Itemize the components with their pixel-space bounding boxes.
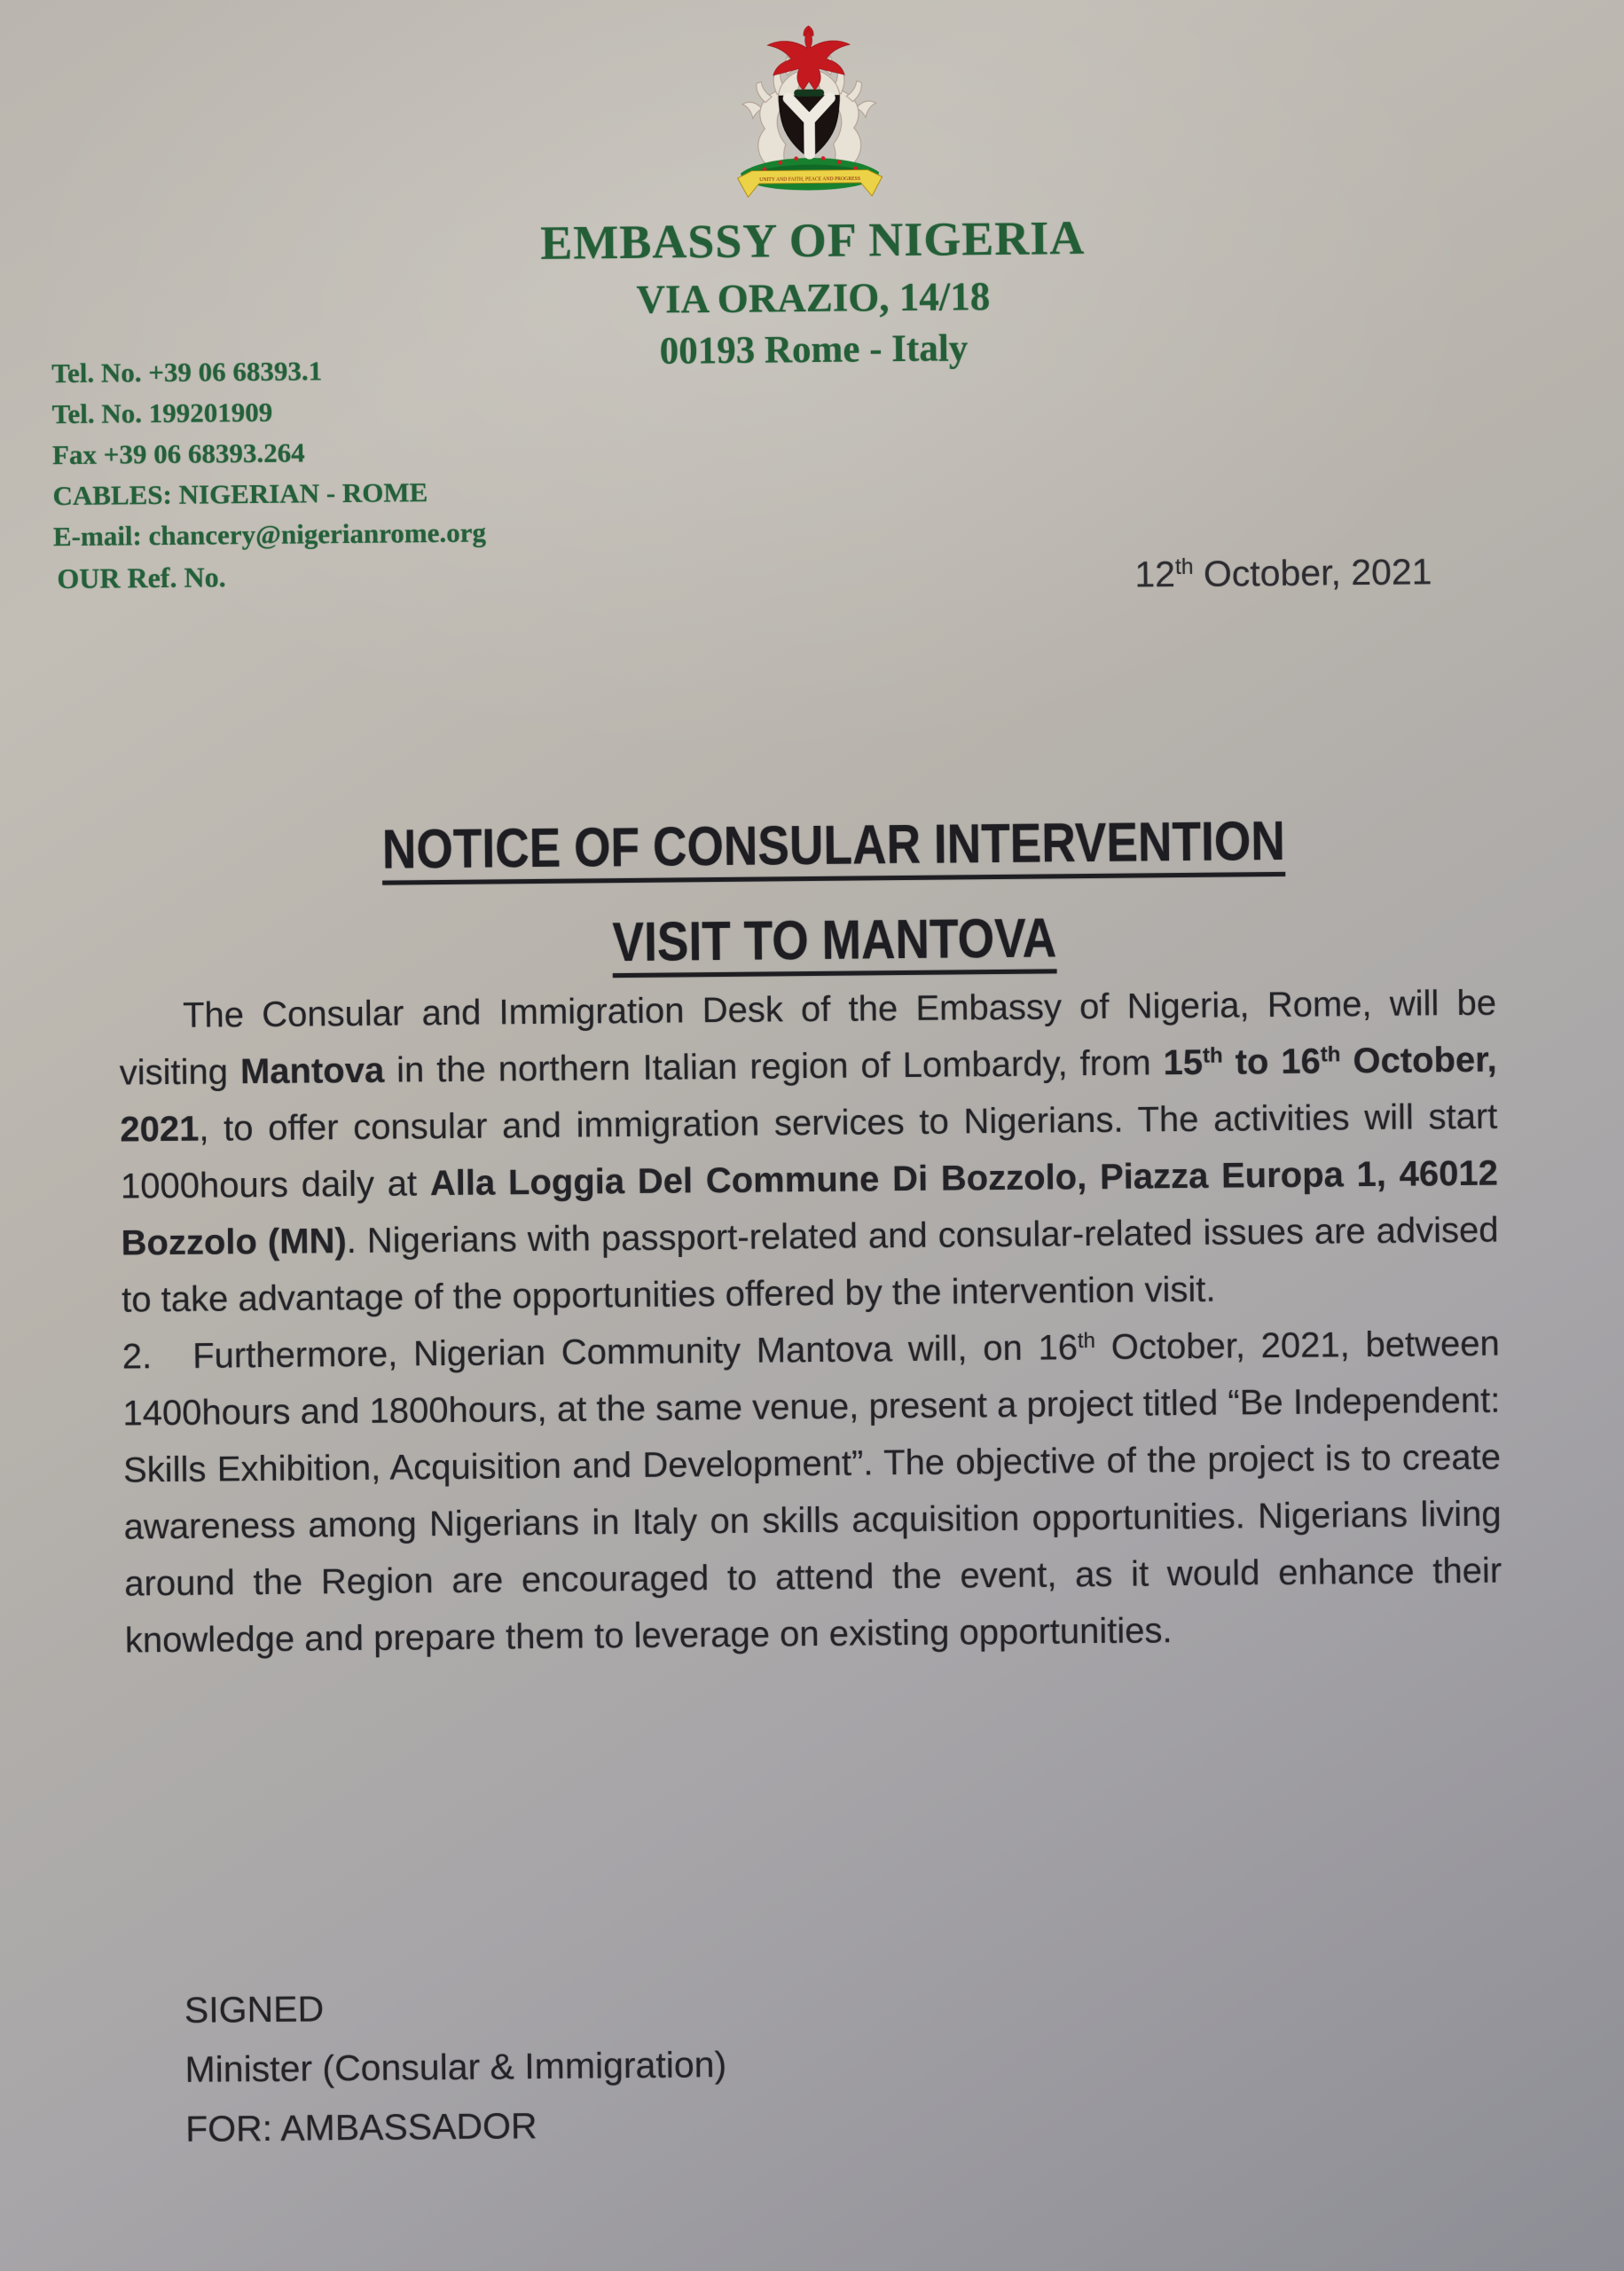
crest-motto-text: UNITY AND FAITH, PEACE AND PROGRESS (759, 176, 861, 183)
contact-tel-1: Tel. No. +39 06 68393.1 (51, 355, 323, 389)
nigeria-coat-of-arms-icon (717, 10, 901, 210)
embassy-name: EMBASSY OF NIGERIA (539, 211, 1086, 270)
signature-block (184, 1976, 728, 2159)
signature-for: FOR: AMBASSADOR (184, 2105, 537, 2149)
ref-number-label: OUR Ref. No. (57, 561, 226, 595)
paragraph-1: The Consular and Immigration Desk of the Embassy of Nigeria, Rome, will be visiting Mantova in the northern Italian region of Lombardy, from 15th to 16th October, 2021, to offer consular and immigration services to Nigerians. The activities will start 1000hours daily at Alla Loggia Del Commune Di Bozzolo, Piazza Europa 1, 46012 Bozzolo (MN). Nigerians with passport-related and consular-related issues are advised to take advantage of the opportunities offered by the intervention visit. (119, 983, 1499, 1320)
contact-cables: CABLES: NIGERIAN - ROME (52, 476, 428, 512)
letter-title (21, 806, 1624, 980)
contact-tel-2: Tel. No. 199201909 (51, 396, 273, 430)
title-line-2: VISIT TO MANTOVA (612, 908, 1057, 974)
letter-date: 12th October, 2021 (1134, 551, 1432, 595)
crest-shield (779, 96, 840, 159)
crest-torse (794, 90, 824, 97)
letter-body (119, 975, 1502, 1670)
contact-fax: Fax +39 06 68393.264 (51, 436, 305, 471)
title-line-1: NOTICE OF CONSULAR INTERVENTION (381, 810, 1286, 881)
contact-block (51, 350, 486, 558)
paragraph-2: 2. Furthermore, Nigerian Community Mantova will, on 16th October, 2021, between 1400hours and 1800hours, at the same venue, present a project titled “Be Independent: Skills Exhibition, Acquisition and Development”. The objective of the project is to create awareness among Nigerians in Italy on skills acquisition opportunities. Nigerians living around the Region are encouraged to attend the event, as it would enhance their knowledge and prepare them to leverage on existing opportunities. (122, 1324, 1502, 1661)
embassy-address-line1: VIA ORAZIO, 14/18 (636, 274, 991, 322)
contact-email: E-mail: chancery@nigerianrome.org (52, 516, 487, 553)
signature-role: Minister (Consular & Immigration) (184, 2043, 727, 2090)
signature-signed: SIGNED (184, 1988, 325, 2031)
embassy-address-line2: 00193 Rome - Italy (659, 327, 969, 373)
